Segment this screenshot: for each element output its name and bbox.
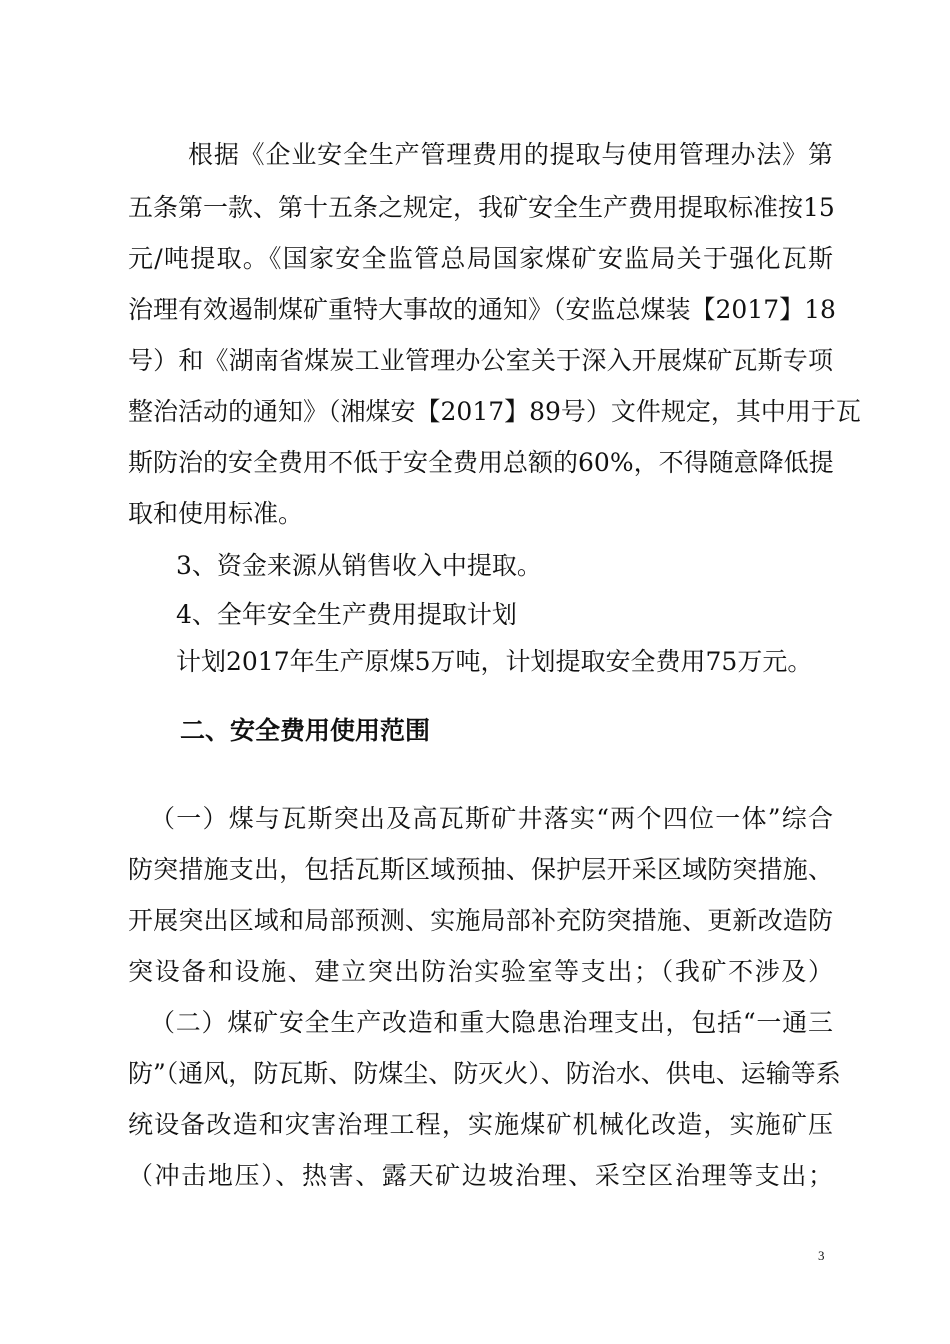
paragraph-b-line-4: （冲击地压）、热害、露天矿边坡治理、采空区治理等支出； — [128, 1161, 833, 1190]
paragraph-b-line-2: 防”（通风，防瓦斯、防煤尘、防灭火）、防治水、供电、运输等系 — [128, 1059, 841, 1088]
section-heading: 二、安全费用使用范围 — [180, 716, 431, 745]
item-4: 4、全年安全生产费用提取计划 — [176, 600, 517, 629]
paragraph-b-line-3: 统设备改造和灾害治理工程，实施煤矿机械化改造，实施矿压 — [128, 1110, 833, 1139]
paragraph-a-line-3: 开展突出区域和局部预测、实施局部补充防突措施、更新改造防 — [128, 906, 833, 935]
paragraph1-line-3: 元/吨提取。《国家安全监管总局国家煤矿安监局关于强化瓦斯 — [128, 244, 833, 273]
paragraph-b-line-1: （二）煤矿安全生产改造和重大隐患治理支出，包括“一通三 — [150, 1008, 833, 1037]
paragraph-a-line-2: 防突措施支出，包括瓦斯区域预抽、保护层开采区域防突措施、 — [128, 855, 833, 884]
paragraph1-line-2: 五条第一款、第十五条之规定，我矿安全生产费用提取标准按15 — [128, 193, 835, 222]
paragraph-a-line-1: （一）煤与瓦斯突出及高瓦斯矿井落实“两个四位一体”综合 — [150, 804, 833, 833]
page-number: 3 — [818, 1248, 825, 1263]
paragraph1-line-8: 取和使用标准。 — [128, 499, 304, 528]
paragraph1-line-4: 治理有效遏制煤矿重特大事故的通知》（安监总煤装【2017】18 — [128, 295, 836, 324]
paragraph1-line-7: 斯防治的安全费用不低于安全费用总额的60%，不得随意降低提 — [128, 448, 834, 477]
plan-text: 计划2017年生产原煤5万吨，计划提取安全费用75万元。 — [176, 647, 813, 676]
paragraph-a-line-4: 突设备和设施、建立突出防治实验室等支出；（我矿不涉及） — [128, 957, 833, 986]
paragraph1-line-1: 根据《企业安全生产管理费用的提取与使用管理办法》第 — [188, 140, 833, 169]
paragraph1-line-5: 号）和《湖南省煤炭工业管理办公室关于深入开展煤矿瓦斯专项 — [128, 346, 833, 375]
item-3: 3、资金来源从销售收入中提取。 — [176, 551, 542, 580]
paragraph1-line-6: 整治活动的通知》（湘煤安【2017】89号）文件规定，其中用于瓦 — [128, 397, 861, 426]
